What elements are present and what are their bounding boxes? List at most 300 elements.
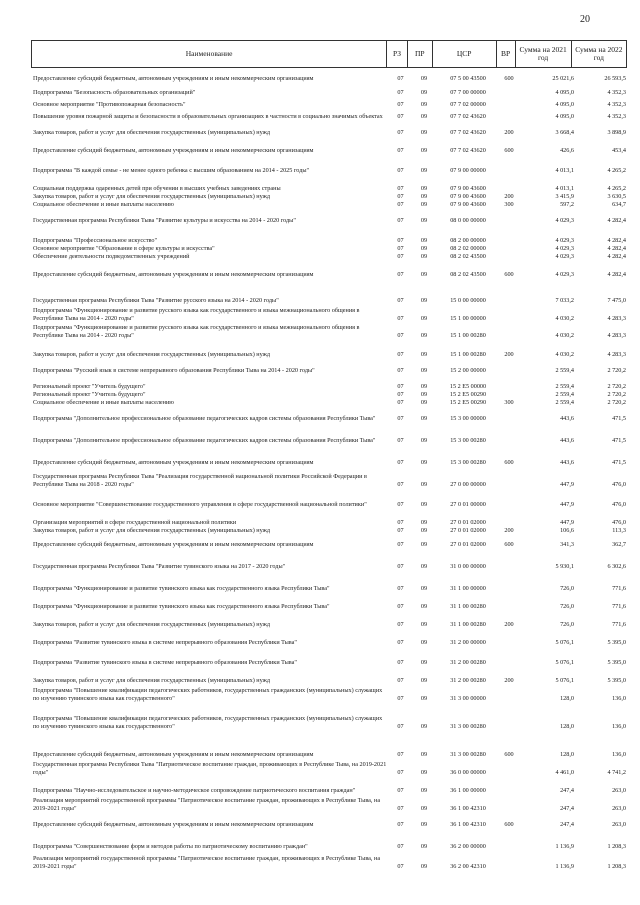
cell-rz: 07 [397, 297, 404, 304]
cell-s1: 447,9 [560, 519, 574, 526]
cell-name: Подпрограмма "Развитие тувинского языка в системе непрерывного образования Республики Тыва" [33, 639, 297, 646]
cell-s1: 726,0 [560, 585, 574, 592]
cell-pr: 09 [420, 527, 428, 534]
cell-csr: 15 1 00 00280 [450, 351, 486, 358]
cell-s1: 726,0 [560, 621, 574, 628]
cell-rz: 07 [397, 821, 404, 828]
cell-name: Государственная программа Республики Тыва "Патриотическое воспитание граждан, проживающих в Республике Тыва, на 2019-2021 годы" [33, 761, 387, 776]
cell-s1: 726,0 [560, 603, 574, 610]
cell-rz: 07 [397, 237, 404, 244]
cell-pr: 09 [420, 367, 428, 374]
cell-pr: 09 [420, 723, 428, 730]
cell-pr: 09 [420, 501, 428, 508]
cell-s1: 2 559,4 [555, 367, 574, 374]
cell-csr: 08 2 02 00000 [450, 245, 486, 252]
cell-s1: 2 559,4 [555, 391, 574, 398]
cell-vr: 600 [504, 821, 514, 828]
cell-s1: 5 930,1 [555, 563, 574, 570]
cell-csr: 27 0 01 00000 [450, 501, 486, 508]
cell-name: Закупка товаров, работ и услуг для обеспечения государственных (муниципальных) нужд [33, 129, 271, 136]
cell-rz: 07 [397, 415, 404, 422]
cell-name: Региональный проект "Учитель будущего" [33, 383, 146, 390]
cell-csr: 08 2 00 00000 [450, 237, 486, 244]
cell-csr: 31 3 00 00280 [450, 751, 486, 758]
cell-csr: 36 1 00 42310 [450, 821, 486, 828]
cell-s2: 5 395,0 [607, 639, 626, 646]
cell-s2: 476,0 [612, 501, 626, 508]
table-row [31, 680, 627, 706]
cell-rz: 07 [397, 245, 404, 252]
cell-csr: 31 2 00 00280 [450, 677, 486, 684]
cell-s1: 4 030,2 [555, 332, 574, 339]
cell-csr: 31 3 00 00000 [450, 695, 486, 702]
cell-rz: 07 [397, 805, 404, 812]
cell-rz: 07 [397, 527, 404, 534]
cell-rz: 07 [397, 751, 404, 758]
cell-rz: 07 [397, 253, 404, 260]
cell-pr: 09 [420, 481, 428, 488]
cell-csr: 15 2 00 00000 [450, 367, 486, 374]
cell-rz: 07 [397, 147, 404, 154]
cell-s2: 771,6 [612, 603, 626, 610]
cell-csr: 36 1 00 42310 [450, 805, 486, 812]
cell-s2: 263,0 [612, 805, 626, 812]
cell-s1: 443,6 [560, 437, 574, 444]
table-row [31, 256, 627, 282]
cell-s2: 1 208,3 [607, 843, 626, 850]
cell-name: Предоставление субсидий бюджетным, автономным учреждениям и иным некоммерческим организациям [33, 751, 314, 758]
cell-pr: 09 [420, 101, 428, 108]
cell-s1: 4 013,1 [555, 185, 574, 192]
cell-csr: 15 0 00 00000 [450, 297, 486, 304]
cell-s1: 3 668,4 [555, 129, 574, 136]
cell-rz: 07 [397, 75, 404, 82]
cell-s1: 7 033,2 [555, 297, 574, 304]
table-row [31, 848, 627, 874]
cell-pr: 09 [420, 245, 428, 252]
cell-s2: 4 282,4 [607, 245, 626, 252]
cell-s1: 5 076,1 [555, 639, 574, 646]
cell-s2: 3 630,5 [607, 193, 626, 200]
cell-s2: 3 898,9 [607, 129, 626, 136]
cell-s2: 634,7 [612, 201, 626, 208]
cell-pr: 09 [420, 399, 428, 406]
cell-s2: 4 741,2 [607, 769, 626, 776]
cell-csr: 31 0 00 00000 [450, 563, 486, 570]
cell-name: Подпрограмма "Дополнительное профессиональное образование педагогических кадров системы образования Республики Тыва" [33, 437, 376, 444]
cell-s1: 247,4 [560, 805, 574, 812]
cell-pr: 09 [420, 193, 428, 200]
cell-csr: 07 7 02 43620 [450, 113, 486, 120]
cell-name: Подпрограмма "Профессиональное искусство" [33, 237, 158, 244]
cell-csr: 15 1 00 00000 [450, 315, 486, 322]
cell-rz: 07 [397, 332, 404, 339]
cell-pr: 09 [420, 297, 428, 304]
cell-rz: 07 [397, 769, 404, 776]
cell-vr: 600 [504, 147, 514, 154]
cell-csr: 07 5 00 43500 [450, 75, 486, 82]
cell-vr: 200 [504, 621, 514, 628]
cell-rz: 07 [397, 519, 404, 526]
cell-rz: 07 [397, 695, 404, 702]
cell-name: Повышение уровня пожарной защиты и безопасности в образовательных организациях в частности в социально значимых объектах [33, 113, 383, 120]
cell-vr: 600 [504, 271, 514, 278]
cell-pr: 09 [420, 201, 428, 208]
cell-csr: 27 0 00 00000 [450, 481, 486, 488]
cell-s1: 426,6 [560, 147, 574, 154]
cell-s1: 4 029,3 [555, 237, 574, 244]
cell-csr: 36 2 00 42310 [450, 863, 486, 870]
cell-s1: 447,9 [560, 481, 574, 488]
cell-s2: 263,0 [612, 821, 626, 828]
cell-s1: 128,0 [560, 751, 574, 758]
cell-rz: 07 [397, 399, 404, 406]
cell-s2: 471,5 [612, 459, 626, 466]
cell-vr: 600 [504, 75, 514, 82]
cell-csr: 31 3 00 00280 [450, 723, 486, 730]
cell-csr: 08 2 02 43500 [450, 253, 486, 260]
cell-pr: 09 [420, 639, 428, 646]
cell-vr: 600 [504, 541, 514, 548]
cell-csr: 07 9 00 00000 [450, 167, 486, 174]
cell-rz: 07 [397, 113, 404, 120]
header-pr: ПР [408, 41, 433, 67]
cell-s2: 26 593,5 [604, 75, 626, 82]
cell-rz: 07 [397, 271, 404, 278]
cell-vr [500, 871, 518, 874]
cell-s2: 4 265,2 [607, 167, 626, 174]
cell-rz: 07 [397, 501, 404, 508]
cell-csr: 15 2 E5 00290 [449, 399, 487, 406]
cell-s1: 4 461,0 [555, 769, 574, 776]
cell-name: Основное мероприятие "Противопожарная безопасность" [33, 101, 186, 108]
cell-s1: 247,4 [560, 821, 574, 828]
cell-s1: 4 095,0 [555, 101, 574, 108]
cell-s1: 4 029,3 [555, 253, 574, 260]
cell-s1: 4 029,3 [555, 245, 574, 252]
cell-pr: 09 [420, 659, 428, 666]
cell-csr: 08 0 00 00000 [450, 217, 486, 224]
cell-csr: 15 3 00 00280 [450, 437, 486, 444]
cell-s2: 4 283,3 [607, 351, 626, 358]
header-sum-2021: Сумма на 2021 год [516, 41, 572, 67]
cell-csr: 07 9 00 43600 [450, 185, 486, 192]
cell-csr: 27 0 01 02000 [450, 527, 486, 534]
cell-name: Закупка товаров, работ и услуг для обеспечения государственных (муниципальных) нужд [33, 621, 271, 628]
cell-name: Организация мероприятий в сфере государственной национальной политики [33, 519, 237, 526]
cell-s2: 4 283,3 [607, 332, 626, 339]
cell-name: Социальное обеспечение и иные выплаты населению [33, 201, 174, 208]
cell-rz: 07 [397, 481, 404, 488]
cell-name: Подпрограмма "Совершенствование форм и методов работы по патриотическому воспитанию граждан" [33, 843, 308, 850]
cell-vr: 200 [504, 527, 514, 534]
cell-name: Предоставление субсидий бюджетным, автономным учреждениям и иным некоммерческим организациям [33, 821, 314, 828]
cell-s2: 4 352,3 [607, 101, 626, 108]
cell-name: Подпрограмма "Научно-исследовательское и научно-методическое сопровождение патриотического воспитания граждан" [33, 787, 356, 794]
cell-name: Государственная программа Республики Тыва "Развитие тувинского языка на 2017 - 2020 годы" [33, 563, 286, 570]
cell-rz: 07 [397, 437, 404, 444]
cell-s1: 5 076,1 [555, 659, 574, 666]
cell-rz: 07 [397, 391, 404, 398]
cell-rz: 07 [397, 129, 404, 136]
cell-s1: 341,3 [560, 541, 574, 548]
cell-vr: 300 [504, 399, 514, 406]
cell-pr: 09 [420, 89, 428, 96]
cell-s2: 4 265,2 [607, 185, 626, 192]
cell-s1: 1 136,9 [555, 863, 574, 870]
cell-s1: 4 029,3 [555, 271, 574, 278]
cell-s1: 4 095,0 [555, 89, 574, 96]
cell-pr: 09 [420, 751, 428, 758]
cell-s2: 4 282,4 [607, 237, 626, 244]
cell-pr: 09 [420, 271, 428, 278]
cell-s2: 471,5 [612, 437, 626, 444]
cell-pr: 09 [420, 217, 428, 224]
cell-name: Закупка товаров, работ и услуг для обеспечения государственных (муниципальных) нужд [33, 351, 271, 358]
cell-csr: 31 1 00 00000 [450, 585, 486, 592]
header-rz: РЗ [387, 41, 408, 67]
cell-pr: 09 [420, 437, 428, 444]
cell-name: Социальная поддержка одаренных детей при обучении в высших учебных заведениях страны [33, 185, 281, 192]
cell-s1: 443,6 [560, 415, 574, 422]
cell-pr: 09 [420, 621, 428, 628]
cell-pr: 09 [420, 677, 428, 684]
cell-name: Подпрограмма "Функционирование и развитие тувинского языка как государственного языка Республики Тыва" [33, 585, 330, 592]
cell-s2: 1 208,3 [607, 863, 626, 870]
cell-s2: 4 282,4 [607, 253, 626, 260]
cell-pr: 09 [420, 253, 428, 260]
cell-csr: 07 7 00 00000 [450, 89, 486, 96]
cell-csr: 15 2 E5 00290 [449, 391, 487, 398]
cell-vr: 200 [504, 677, 514, 684]
cell-pr: 09 [420, 695, 428, 702]
cell-s2: 2 720,2 [607, 391, 626, 398]
cell-csr: 31 1 00 00280 [450, 603, 486, 610]
cell-name: Подпрограмма "Русский язык в системе непрерывного образования Республики Тыва на 2014 - 2020 годы" [33, 367, 315, 374]
cell-s2: 6 302,6 [607, 563, 626, 570]
cell-pr: 09 [420, 563, 428, 570]
cell-s2: 113,3 [612, 527, 626, 534]
table-row [31, 708, 627, 734]
cell-csr: 15 1 00 00280 [450, 332, 486, 339]
cell-s1: 443,6 [560, 459, 574, 466]
cell-csr: 27 0 01 02000 [450, 519, 486, 526]
cell-name: Закупка товаров, работ и услуг для обеспечения государственных (муниципальных) нужд [33, 527, 271, 534]
cell-rz: 07 [397, 723, 404, 730]
cell-rz: 07 [397, 863, 404, 870]
cell-vr: 200 [504, 193, 514, 200]
cell-csr: 27 0 01 02000 [450, 541, 486, 548]
cell-s2: 2 720,2 [607, 399, 626, 406]
table-body [31, 68, 627, 898]
cell-name: Подпрограмма "Функционирование и развитие русского языка как государственного и языка межнационального общения в Республике Тыва на 2014 - 2020 годы" [33, 324, 360, 339]
cell-csr: 07 9 00 43600 [450, 193, 486, 200]
cell-rz: 07 [397, 639, 404, 646]
cell-csr: 07 7 02 00000 [450, 101, 486, 108]
cell-csr: 07 7 02 43620 [450, 147, 486, 154]
cell-pr: 09 [420, 585, 428, 592]
cell-name: Закупка товаров, работ и услуг для обеспечения государственных (муниципальных) нужд [33, 677, 271, 684]
cell-rz: 07 [397, 351, 404, 358]
cell-s2: 4 283,3 [607, 315, 626, 322]
cell-s2: 7 475,0 [607, 297, 626, 304]
cell-rz: 07 [397, 201, 404, 208]
cell-pr: 09 [420, 167, 428, 174]
cell-vr [500, 703, 518, 706]
cell-s2: 136,0 [612, 695, 626, 702]
cell-name: Реализация мероприятий государственной программы "Патриотическое воспитание граждан, проживающих в Республике Тыва, на 2019-2021 годы" [33, 797, 381, 812]
cell-s1: 4 030,2 [555, 351, 574, 358]
cell-pr: 09 [420, 863, 428, 870]
cell-rz: 07 [397, 367, 404, 374]
cell-rz: 07 [397, 603, 404, 610]
cell-s2: 476,0 [612, 481, 626, 488]
cell-pr: 09 [420, 769, 428, 776]
cell-rz: 07 [397, 383, 404, 390]
cell-csr: 36 1 00 00000 [450, 787, 486, 794]
cell-s1: 2 559,4 [555, 383, 574, 390]
cell-vr: 600 [504, 459, 514, 466]
cell-name: Подпрограмма "Развитие тувинского языка в системе непрерывного образования Республики Тыва" [33, 659, 297, 666]
cell-name: Государственная программа Республики Тыва "Развитие русского языка на 2014 - 2020 годы" [33, 297, 279, 304]
cell-name: Подпрограмма "Безопасность образовательных организаций" [33, 89, 196, 96]
page-number: 20 [580, 14, 590, 25]
cell-s1: 106,6 [560, 527, 574, 534]
cell-name: Предоставление субсидий бюджетным, автономным учреждениям и иным некоммерческим организациям [33, 541, 314, 548]
cell-s2: 4 282,4 [607, 217, 626, 224]
cell-s1: 4 030,2 [555, 315, 574, 322]
cell-vr: 200 [504, 351, 514, 358]
cell-vr: 200 [504, 129, 514, 136]
cell-rz: 07 [397, 459, 404, 466]
cell-rz: 07 [397, 677, 404, 684]
cell-csr: 31 1 00 00280 [450, 621, 486, 628]
cell-pr: 09 [420, 805, 428, 812]
cell-pr: 09 [420, 391, 428, 398]
cell-vr: 300 [504, 201, 514, 208]
cell-pr: 09 [420, 459, 428, 466]
cell-csr: 36 0 00 00000 [450, 769, 486, 776]
cell-s2: 2 720,2 [607, 367, 626, 374]
cell-s1: 1 136,9 [555, 843, 574, 850]
cell-rz: 07 [397, 563, 404, 570]
cell-vr [500, 731, 518, 734]
cell-pr: 09 [420, 821, 428, 828]
cell-csr: 36 2 00 00000 [450, 843, 486, 850]
cell-name: Предоставление субсидий бюджетным, автономным учреждениям и иным некоммерческим организациям [33, 75, 314, 82]
cell-csr: 07 7 02 43620 [450, 129, 486, 136]
cell-name: Подпрограмма "Дополнительное профессиональное образование педагогических кадров системы образования Республики Тыва" [33, 415, 376, 422]
cell-name: Подпрограмма "В каждой семье - не менее одного ребенка с высшим образованием на 2014 - 2025 годы" [33, 167, 310, 174]
cell-pr: 09 [420, 519, 428, 526]
cell-pr: 09 [420, 113, 428, 120]
cell-name: Социальное обеспечение и иные выплаты населению [33, 399, 174, 406]
cell-s1: 128,0 [560, 695, 574, 702]
cell-name: Закупка товаров, работ и услуг для обеспечения государственных (муниципальных) нужд [33, 193, 271, 200]
cell-csr: 31 2 00 00280 [450, 659, 486, 666]
cell-name: Подпрограмма "Функционирование и развитие тувинского языка как государственного языка Республики Тыва" [33, 603, 330, 610]
cell-rz: 07 [397, 787, 404, 794]
cell-pr: 09 [420, 129, 428, 136]
cell-s1: 447,9 [560, 501, 574, 508]
cell-csr: 31 2 00 00000 [450, 639, 486, 646]
cell-name: Основное мероприятие "Образование в сфере культуры и искусства" [33, 245, 215, 252]
cell-pr: 09 [420, 185, 428, 192]
cell-rz: 07 [397, 541, 404, 548]
cell-rz: 07 [397, 193, 404, 200]
cell-s1: 25 021,6 [552, 75, 574, 82]
cell-s2: 4 282,4 [607, 271, 626, 278]
cell-name: Предоставление субсидий бюджетным, автономным учреждениям и иным некоммерческим организациям [33, 459, 314, 466]
header-sum-2022: Сумма на 2022 год [575, 44, 623, 62]
cell-s2: 2 720,2 [607, 383, 626, 390]
cell-s1: 247,4 [560, 787, 574, 794]
cell-rz: 07 [397, 89, 404, 96]
cell-s2: 263,0 [612, 787, 626, 794]
cell-pr: 09 [420, 415, 428, 422]
cell-pr: 09 [420, 843, 428, 850]
cell-name: Государственная программа Республики Тыва "Реализация государственной национальной политики Российской Федерации в Республике Тыва на 2018 - 2020 годы" [33, 473, 367, 488]
cell-s2: 771,6 [612, 621, 626, 628]
cell-name: Предоставление субсидий бюджетным, автономным учреждениям и иным некоммерческим организациям [33, 147, 314, 154]
cell-s2: 4 352,3 [607, 113, 626, 120]
cell-s1: 4 013,1 [555, 167, 574, 174]
cell-rz: 07 [397, 167, 404, 174]
cell-s2: 771,6 [612, 585, 626, 592]
cell-s2: 136,0 [612, 751, 626, 758]
header-vr: ВР [497, 41, 516, 67]
cell-pr: 09 [420, 237, 428, 244]
cell-name: Подпрограмма "Повышение квалификации педагогических работников, государственных гражданских (муниципальных) служащих по изучению тувинского языка как государственного" [33, 687, 383, 702]
cell-pr: 09 [420, 603, 428, 610]
cell-pr: 09 [420, 75, 428, 82]
cell-pr: 09 [420, 383, 428, 390]
cell-pr: 09 [420, 351, 428, 358]
cell-csr: 08 2 02 43500 [450, 271, 486, 278]
header-csr: ЦСР [433, 41, 497, 67]
cell-csr: 15 3 00 00000 [450, 415, 486, 422]
cell-csr: 15 2 E5 00000 [449, 383, 487, 390]
cell-pr: 09 [420, 147, 428, 154]
cell-csr: 07 9 00 43600 [450, 201, 486, 208]
cell-pr: 09 [420, 332, 428, 339]
cell-rz: 07 [397, 585, 404, 592]
cell-s2: 5 395,0 [607, 677, 626, 684]
header-name: Наименование [32, 41, 387, 67]
cell-s2: 5 395,0 [607, 659, 626, 666]
cell-s1: 128,0 [560, 723, 574, 730]
cell-s2: 362,7 [612, 541, 626, 548]
cell-pr: 09 [420, 787, 428, 794]
cell-name: Подпрограмма "Повышение квалификации педагогических работников, государственных гражданских (муниципальных) служащих по изучению тувинского языка как государственного" [33, 715, 383, 730]
cell-s2: 4 352,3 [607, 89, 626, 96]
cell-name: Основное мероприятие "Совершенствование государственного управления в сфере государственной национальной политики" [33, 501, 367, 508]
cell-vr: 600 [504, 751, 514, 758]
cell-name: Обеспечение деятельности подведомственных учреждений [33, 253, 190, 260]
cell-rz: 07 [397, 101, 404, 108]
cell-rz: 07 [397, 621, 404, 628]
cell-name: Государственная программа Республики Тыва "Развитие культуры и искусства на 2014 - 2020 годы" [33, 217, 296, 224]
cell-rz: 07 [397, 315, 404, 322]
cell-name: Реализация мероприятий государственной программы "Патриотическое воспитание граждан, проживающих в Республике Тыва, на 2019-2021 годы" [33, 855, 381, 870]
cell-s1: 5 076,1 [555, 677, 574, 684]
cell-s2: 471,5 [612, 415, 626, 422]
cell-rz: 07 [397, 185, 404, 192]
cell-pr: 09 [420, 541, 428, 548]
cell-s2: 453,4 [612, 147, 626, 154]
cell-rz: 07 [397, 659, 404, 666]
cell-s2: 476,0 [612, 519, 626, 526]
